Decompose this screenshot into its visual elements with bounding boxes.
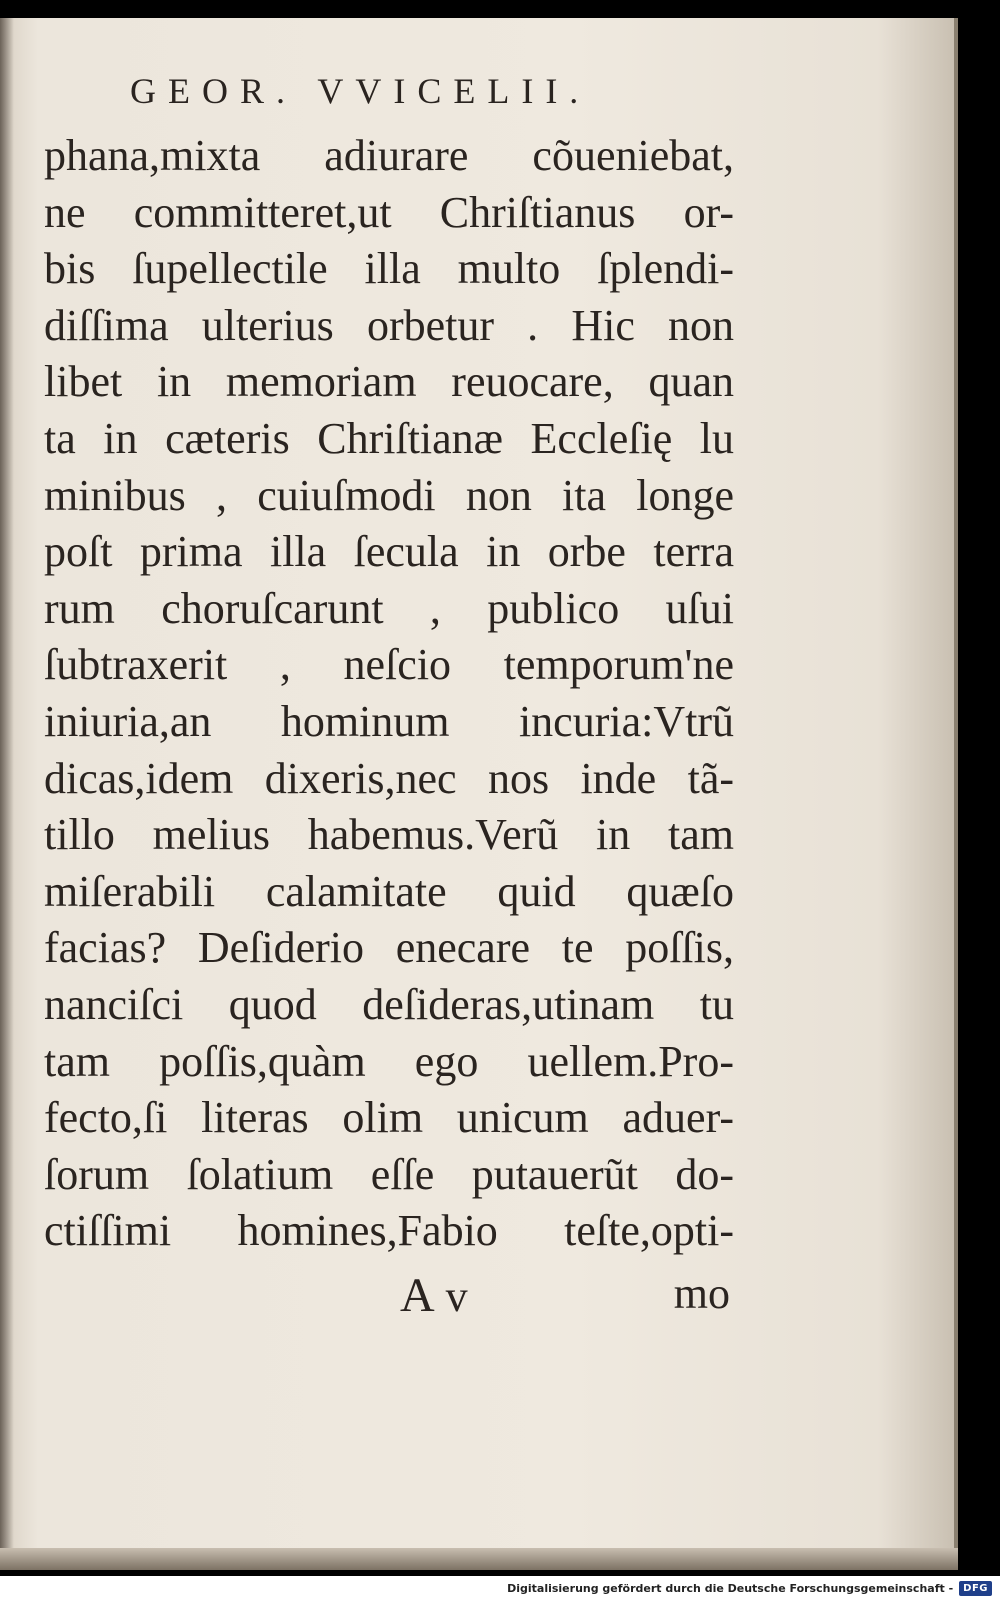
text-line: rum choruſcarunt , publico uſui bbox=[44, 583, 734, 633]
signature-line bbox=[400, 1268, 730, 1323]
text-line: tam poſſis,quàm ego uellem.Pro- bbox=[44, 1036, 734, 1086]
text-line: nanciſci quod deſideras,utinam tu bbox=[44, 979, 734, 1029]
text-line: iniuria,an hominum incuria:Vtrũ bbox=[44, 696, 734, 746]
text-line: fecto,ſi literas olim unicum aduer- bbox=[44, 1093, 734, 1143]
text-line: dicas,idem dixeris,nec nos inde tã- bbox=[44, 753, 734, 803]
text-line: diſſima ulterius orbetur . Hic non bbox=[44, 300, 734, 350]
text-line: minibus , cuiuſmodi non ita longe bbox=[44, 470, 734, 520]
text-line: miſerabili calamitate quid quæſo bbox=[44, 866, 734, 916]
signature-numeral: v bbox=[445, 1272, 468, 1321]
text-line: ſubtraxerit , neſcio temporum'ne bbox=[44, 640, 734, 690]
body-text bbox=[44, 128, 734, 1260]
text-line: facias? Deſiderio enecare te poſſis, bbox=[44, 923, 734, 973]
text-line: bis ſupellectile illa multo ſplendi- bbox=[44, 244, 734, 294]
text-line: ctiſſimi homines,Fabio teſte,opti- bbox=[44, 1206, 734, 1256]
text-line: ta in cæteris Chriſtianæ Eccleſię lu bbox=[44, 413, 734, 463]
digitization-footer bbox=[0, 1576, 1000, 1601]
signature-mark bbox=[400, 1268, 468, 1323]
signature-letter: A bbox=[400, 1269, 435, 1322]
running-head: GEOR. VVICELII. bbox=[130, 71, 591, 111]
catchword: mo bbox=[673, 1269, 730, 1318]
text-line: phana,mixta adiurare cõueniebat, bbox=[44, 131, 734, 180]
text-line: ſorum ſolatium eſſe putauerũt do- bbox=[44, 1149, 734, 1199]
text-line: tillo melius habemus.Verũ in tam bbox=[44, 810, 734, 860]
footer-credit: Digitalisierung gefördert durch die Deutsche Forschungsgemeinschaft - bbox=[507, 1582, 954, 1595]
text-line: poſt prima illa ſecula in orbe terra bbox=[44, 527, 734, 577]
text-line: libet in memoriam reuocare, quan bbox=[44, 357, 734, 407]
gutter-shadow bbox=[0, 18, 14, 1570]
page-bottom-edge bbox=[0, 1548, 958, 1570]
text-line: ne committeret,ut Chriſtianus or- bbox=[44, 187, 734, 237]
dfg-logo: DFG bbox=[959, 1581, 992, 1596]
